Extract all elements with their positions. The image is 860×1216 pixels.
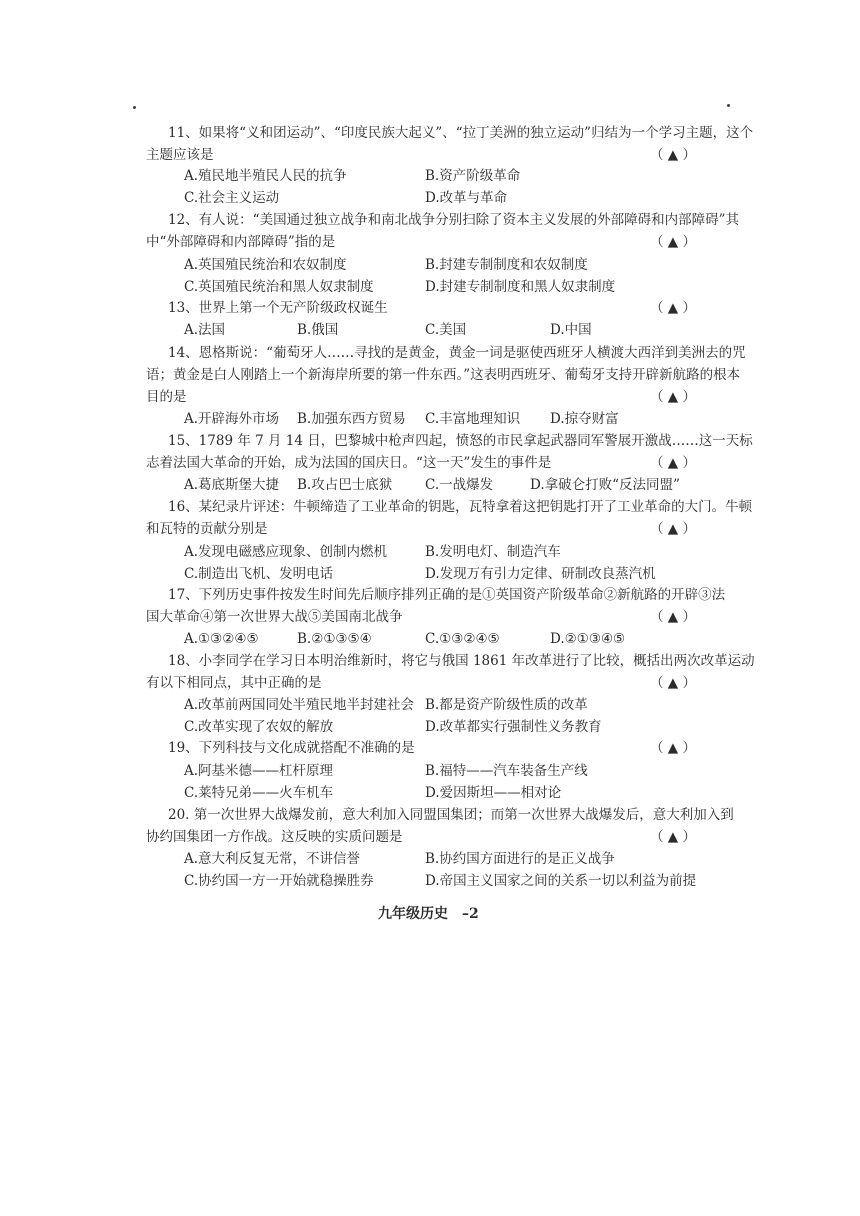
question-18-option-d: D.改革都实行强制性义务教育: [425, 719, 602, 735]
question-15-option-c: C.一战爆发: [425, 477, 494, 493]
question-12-stem-line-2: 中“外部障碍和内部障碍”指的是: [146, 234, 336, 250]
question-12-option-a: A.英国殖民统治和农奴制度: [184, 257, 347, 273]
question-14-stem-line-2: 语；黄金是白人刚踏上一个新海岸所要的第一件东西。”这表明西班牙、葡萄牙支持开辟新航路的根本: [146, 367, 741, 383]
question-13-stem-line-1: 13、世界上第一个无产阶级政权诞生: [168, 300, 388, 316]
question-11-option-c: C.社会主义运动: [184, 190, 280, 206]
question-11-option-a: A.殖民地半殖民人民的抗争: [184, 168, 347, 184]
question-19-stem-line-1: 19、下列科技与文化成就搭配不准确的是: [168, 740, 415, 756]
question-14-option-d: D.掠夺财富: [550, 411, 619, 427]
question-16-stem-line-1: 16、某纪录片评述：牛顿缔造了工业革命的钥匙，瓦特拿着这把钥匙打开了工业革命的大门。牛顿: [168, 499, 753, 515]
question-20-option-c: C.协约国一方一开始就稳操胜券: [184, 873, 374, 889]
question-19-option-b: B.福特——汽车装备生产线: [425, 763, 588, 779]
question-14-option-c: C.丰富地理知识: [425, 411, 521, 427]
question-14-option-a: A.开辟海外市场: [184, 411, 280, 427]
question-12-answer-mark: （ ▲ ）: [650, 234, 696, 250]
question-20-option-d: D.帝国主义国家之间的关系一切以利益为前提: [425, 873, 697, 889]
question-16-option-d: D.发现万有引力定律、研制改良蒸汽机: [425, 566, 656, 582]
question-14-option-b: B.加强东西方贸易: [297, 411, 406, 427]
question-17-option-d: D.②①③④⑤: [550, 631, 626, 647]
question-18-stem-line-1: 18、小李同学在学习日本明治维新时，将它与俄国 1861 年改革进行了比较，概括出两次改革运动: [168, 653, 755, 669]
question-16-option-a: A.发现电磁感应现象、创制内燃机: [184, 544, 388, 560]
question-11-stem-line-2: 主题应该是: [146, 147, 214, 163]
question-19-answer-mark: （ ▲ ）: [650, 740, 696, 756]
question-15-option-d: D.拿破仑打败“反法同盟”: [530, 477, 680, 493]
question-13-option-b: B.俄国: [297, 322, 339, 338]
question-11-answer-mark: （ ▲ ）: [650, 147, 696, 163]
question-15-stem-line-2: 志着法国大革命的开始，成为法国的国庆日。“这一天”发生的事件是: [146, 455, 552, 471]
question-15-option-b: B.攻占巴士底狱: [297, 477, 393, 493]
question-12-option-c: C.英国殖民统治和黑人奴隶制度: [184, 279, 374, 295]
question-18-stem-line-2: 有以下相同点，其中正确的是: [146, 675, 322, 691]
question-13-option-a: A.法国: [184, 322, 226, 338]
question-13-option-d: D.中国: [550, 322, 592, 338]
question-14-answer-mark: （ ▲ ）: [650, 389, 696, 405]
question-16-option-b: B.发明电灯、制造汽车: [425, 544, 561, 560]
scan-dot-left: [133, 106, 136, 109]
question-12-option-b: B.封建专制制度和农奴制度: [425, 257, 588, 273]
question-17-stem-line-1: 17、下列历史事件按发生时间先后顺序排列正确的是①英国资产阶级革命②新航路的开辟③法: [168, 587, 726, 603]
question-20-stem-line-2: 协约国集团一方作战。这反映的实质问题是: [146, 829, 403, 845]
question-20-answer-mark: （ ▲ ）: [650, 829, 696, 845]
question-14-stem-line-1: 14、恩格斯说：“葡萄牙人……寻找的是黄金，黄金一词是驱使西班牙人横渡大西洋到美洲去的咒: [168, 345, 746, 361]
question-11-option-d: D.改革与革命: [425, 190, 508, 206]
question-13-option-c: C.美国: [425, 322, 467, 338]
scan-dot-right: [727, 104, 730, 107]
question-16-answer-mark: （ ▲ ）: [650, 521, 696, 537]
question-20-stem-line-1: 20. 第一次世界大战爆发前，意大利加入同盟国集团；而第一次世界大战爆发后，意大利加入到: [168, 807, 734, 823]
question-15-answer-mark: （ ▲ ）: [650, 455, 696, 471]
question-11-stem-line-1: 11、如果将“义和团运动”、“印度民族大起义”、“拉丁美洲的独立运动”归结为一个学习主题，这个: [168, 125, 754, 141]
question-16-stem-line-2: 和瓦特的贡献分别是: [146, 521, 268, 537]
question-17-option-b: B.②①③⑤④: [297, 631, 372, 647]
question-17-answer-mark: （ ▲ ）: [650, 609, 696, 625]
question-18-answer-mark: （ ▲ ）: [650, 675, 696, 691]
question-12-option-d: D.封建专制制度和黑人奴隶制度: [425, 279, 616, 295]
page-footer: 九年级历史 –2: [378, 906, 479, 922]
question-19-option-a: A.阿基米德——杠杆原理: [184, 763, 334, 779]
question-16-option-c: C.制造出飞机、发明电话: [184, 566, 334, 582]
question-18-option-a: A.改革前两国同处半殖民地半封建社会: [184, 697, 415, 713]
question-18-option-b: B.都是资产阶级性质的改革: [425, 697, 588, 713]
question-17-option-a: A.①③②④⑤: [184, 631, 259, 647]
question-19-option-c: C.莱特兄弟——火车机车: [184, 785, 334, 801]
question-15-stem-line-1: 15、1789 年 7 月 14 日，巴黎城中枪声四起，愤怒的市民拿起武器同军警展开激战……这一天标: [168, 433, 753, 449]
question-15-option-a: A.葛底斯堡大捷: [184, 477, 280, 493]
question-20-option-a: A.意大利反复无常，不讲信誉: [184, 851, 361, 867]
question-20-option-b: B.协约国方面进行的是正义战争: [425, 851, 615, 867]
question-19-option-d: D.爱因斯坦——相对论: [425, 785, 562, 801]
question-18-option-c: C.改革实现了农奴的解放: [184, 719, 334, 735]
question-13-answer-mark: （ ▲ ）: [650, 300, 696, 316]
question-17-option-c: C.①③②④⑤: [425, 631, 500, 647]
question-12-stem-line-1: 12、有人说：“美国通过独立战争和南北战争分别扫除了资本主义发展的外部障碍和内部障碍”其: [168, 212, 739, 228]
question-17-stem-line-2: 国大革命④第一次世界大战⑤美国南北战争: [146, 609, 403, 625]
question-14-stem-line-3: 目的是: [146, 389, 187, 405]
question-11-option-b: B.资产阶级革命: [425, 168, 521, 184]
